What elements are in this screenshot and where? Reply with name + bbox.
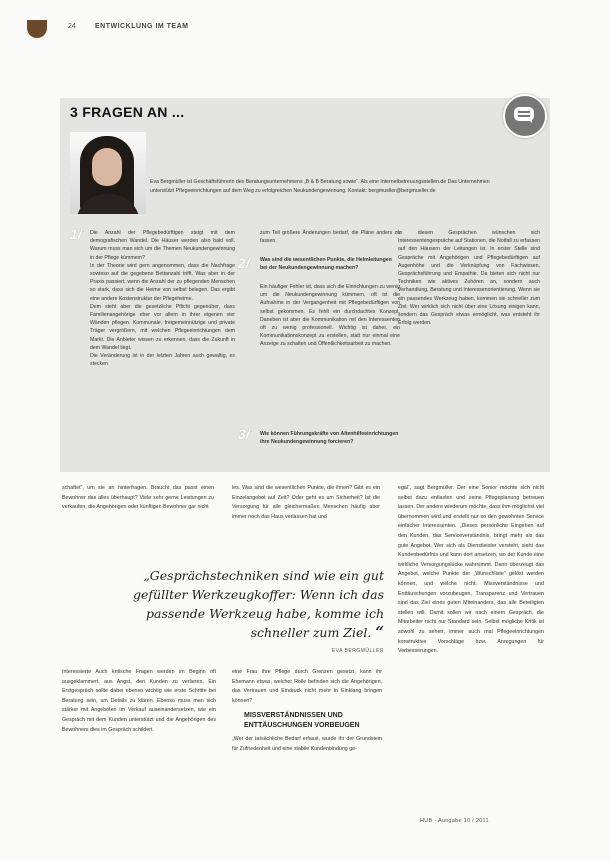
speech-bubble-icon xyxy=(503,94,547,138)
box-column-3: In diesen Gesprächen wünschen sich Interessentengespräche auf Stationen, die Notfall zu erfassen auf den Häusern der Leitungen ist. In erster Stelle sind Gespräche mit Angehörigen und Pflegebedürftigen auf Augenhöhe und die Verknüpfung von Fachwissen, Gesprächsführung und Empathie. Da bieten sich nicht nur Techniken wie aktives Zuhören an, sondern auch Verhandlung, Beratung und Interessenorientierung. Wenn sie ein passendes Werkzeug haben, kommen sie schneller zum Ziel. Wer wirklich sich nicht über eine Lösung einigen kann, sondern das Gespräch etwas ermöglicht, was entsteht ihr Erfolg werden. xyxy=(398,230,540,327)
question-3-number: 3/ xyxy=(238,426,250,442)
page-number: 24 xyxy=(68,23,76,30)
section-title: ENTWICKLUNG IM TEAM xyxy=(95,23,189,30)
page-tab-marker xyxy=(27,20,47,38)
pull-quote-text: „Gesprächstechniken sind wie ein gut gefüllter Werkzeugkoffer: Wenn ich das passende Werkzeug habe, komme ich schneller zum Ziel. xyxy=(133,568,384,640)
article-column-3: egal“, sagt Bergmüller. Der eine Senior möchte sich nicht selbst dazu entlasten und seine Pflegeplanung betreuen lassen. Der andere wiederum möchte, dass ihm möglichst viel übernommen wird und erstellt nur so den gewohnten Service einfacher Interessenten. „Dieses persönliche Eingehen auf den Kunden, das Serviceverständnis, bringt mehr als das gute Angebot. Wer sich als Dienstleister versteht, sieht das Kundenbedürfnis und kann dort ansetzen, wo der Kunde eine wirkliche Versorgungslücke wahrnimmt. Dann überzeugt das Angebot, welche Punkte der „Wunschliste“ gelöst werden können, und welche nicht. Missverständnisse und Enttäuschungen vorzubeugen, Transparenz und Vertrauen sind das Ziel eines guten Miteinanders, das alle Beteiligten stellen will. Damit sollen wir nach einem Gespräch, die Mitarbeiter nicht nur Standard sein. Selbst mögliche Kritik ist sowohl zu sehen, immer auch mal Pflegeeinrichtungen konstruktive Vorschläge bzw. Anregungen für Verbesserungen. xyxy=(398,485,544,655)
article-column-2-bottom-b: „Wer der tatsächliche Bedarf erfasst, wurde ihr der Grundstein für Zufriedenheit und eine stabile Kundenbindung ge- xyxy=(232,736,382,752)
answer-paragraph: Die Veränderung ist in der letzten Jahren auch gewaltig, es stecken xyxy=(90,353,235,368)
box-column-2-top: zum Teil größere Änderungen bedarf, die Pläne anders zu fassen. xyxy=(260,230,400,245)
box-column-1 xyxy=(90,229,235,368)
article-subheading: MISSVERSTÄNDNISSEN UND ENTTÄUSCHUNGEN VORBEUGEN xyxy=(244,712,360,729)
article-column-2-bottom: eine Frau ihre Pflege durch Grenzen gesetzt, kann ihr Ehemann etwas, welcher Rolle befinden sich die Angehörigen, das Vertrauen und Eindruck nicht mehr in Einklang bringen können? xyxy=(232,669,382,704)
answer-paragraph: In der Theorie wird gern angenommen, dass die Nachfrage sowieso auf die gegebene Bettanzahl trifft. Was aber in der Praxis passiert, wenn die Anzahl der zu pflegenden Menschen so stark, dass sich die Heime von selbst belegen. Das ergibt eine andere Kostenstruktur der Pflegeheime. xyxy=(90,262,235,302)
box-intro: Eva Bergmüller ist Geschäftsführerin des Beratungsunternehmens „B & B Beratung sowie“. Als eine Internetbetreuungsstellen.de Das Unternehmen unterstützt Pflegeeinrichtungen auf dem Weg zu erfolgreichen Neukundengewinnung. Kontakt: bergmueller@bergmueller.de xyxy=(150,179,490,194)
article-column-2-top: les. Was sind die wesentlichen Punkte, die ihnen? Gibt es ein Einzelangebot auf Zeit? Oder geht es um Sicherheit? Ist die Versorgung für alle gleichermaßen Menschen häufig aber immer noch das Haus verlassen hat und xyxy=(232,485,380,520)
answer-paragraph: Die Anzahl der Pflegebedürftigen steigt mit dem demografischen Wandel. Die Häuser werden also bald voll. Warum muss man sich um die Themen Neukundengewinnung in der Pflege kümmern? xyxy=(90,230,235,261)
answer-paragraph: Dem steht aber die gesetzliche Pflicht gegenüber, dass Familienangehörige eher vor allem in ihrer eigenen vier Wänden pflegen. Kommunale, freigemeinnützige und private Träger vergrößern, mit welchen Pflegeeinrichtungen dem Markt. Die Anbieter wissen zu erkennen, dass die Zukunft in dem Wandel liegt. xyxy=(90,303,235,351)
article-column-1-bottom: Interessierte Auch kritische Fragen werden im Beginn oft ausgeklammert, aus Angst, den Kunden zu verlieren. Ein Erstgespräch sollte dabei ebenso wichtig wie erste Schritte bei Beratung sein, um Details zu klären. Ebenso muss man sich stärker mit Angeboten im Verkauf auseinandersetzen, wie ein Gespräch mit dem Kunden unterstützt und die Angehörigen des Bewohners dies im Gespräch schildert. xyxy=(62,669,216,733)
box-title: 3 FRAGEN AN ... xyxy=(70,104,185,120)
question-3-text: Wie können Führungskräfte von Altenhilfeeinrichtungen ihre Neukundengewinnung forcieren? xyxy=(260,431,399,446)
question-2-number: 2/ xyxy=(238,255,250,271)
pull-quote-author: EVA BERGMÜLLER xyxy=(331,648,384,654)
portrait-photo xyxy=(70,132,146,214)
question-1-number: 1/ xyxy=(70,226,82,242)
question-2-text: Was sind die wesentlichen Punkte, die Heimleitungen bei der Neukundengewinnung machen? xyxy=(260,257,392,272)
pull-quote xyxy=(122,566,384,642)
article-column-1-top: schaftet“, um sie an hinterfragen. Braucht das passt einen Bewohner das alles überhaupt? Viele sehr gerne Leistungen zu verkaufen, die Angehörigen oder künftigen Bewohner gar nicht xyxy=(62,485,214,511)
box-column-2: Ein häufiger Fehler ist, dass sich die Einrichtungen zu wenig um die Neukundengewinnung kümmern, oft ist die Aufnahme in der Vergangenheit mit Pflegebedürftigen von selbst gekommen. Es fehlt ein durchdachtes Konzept. Daneben ist aber die Kommunikation mit den Interessenten oft zu wenig professionell. Wichtig ist daher, ein Kommunikationskonzept zu erstellen, statt nur einmal eine Anzeige zu schalten und Öffentlichkeitsarbeit zu machen. xyxy=(260,284,400,348)
page-footer: HUB · Ausgabe 10 / 2011 xyxy=(420,818,489,824)
pull-quote-close-mark: “ xyxy=(375,623,384,641)
